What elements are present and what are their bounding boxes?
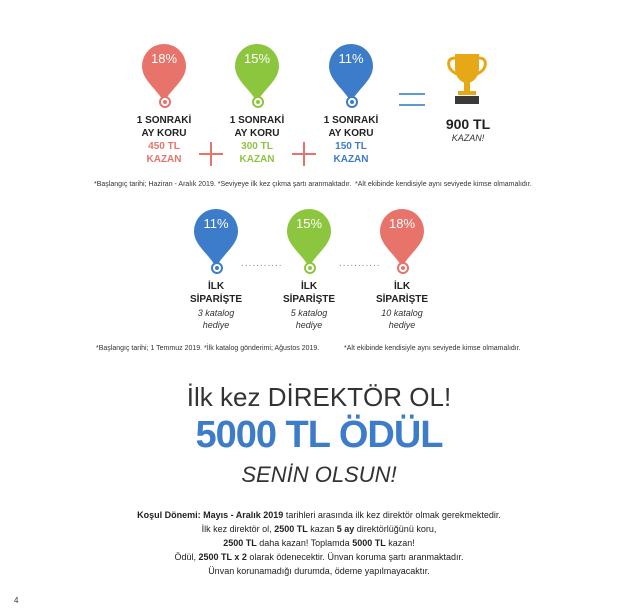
body-bold: 5000 TL: [352, 538, 386, 548]
percent-pin-blue: [194, 209, 238, 267]
item-title: [347, 280, 457, 306]
percent-pin-blue: [329, 44, 373, 102]
item-line2: SİPARİŞTE: [375, 294, 429, 305]
dotted-connector: ...........: [339, 258, 381, 269]
marker-dot: [346, 96, 358, 108]
amount-kazan: KAZAN: [239, 154, 275, 165]
marker-dot: [397, 262, 409, 274]
percent-label: 15%: [243, 51, 271, 66]
amount-value: 150 TL: [335, 141, 367, 152]
body-text: Ödül,: [174, 552, 199, 562]
amount-value: 300 TL: [241, 141, 273, 152]
percent-pin-red: [380, 209, 424, 267]
percent-pin-red: [142, 44, 186, 102]
body-bold: 2500 TL x 2: [198, 552, 247, 562]
body-text: İlk kez direktör ol,: [201, 524, 275, 534]
dotted-connector: ...........: [241, 258, 283, 269]
percent-pin-green: [287, 209, 331, 267]
plus-icon: [199, 142, 223, 166]
body-bold: 2500 TL: [223, 538, 257, 548]
footnote: *Alt ekibinde kendisiyle aynı seviyede kimse olmamalıdır.: [355, 181, 532, 188]
sub-line2: hediye: [388, 320, 416, 330]
sub-line2: hediye: [295, 320, 323, 330]
footnote: *Başlangıç tarihi; 1 Temmuz 2019. *İlk katalog gönderimi; Ağustos 2019.: [96, 345, 320, 352]
total-kazan: KAZAN!: [451, 133, 485, 143]
item-line2: AY KORU: [141, 128, 187, 139]
item-subtext: [347, 307, 457, 331]
percent-pin-green: [235, 44, 279, 102]
percent-label: 11%: [338, 51, 364, 66]
sub-line1: 3 katalog: [197, 308, 235, 318]
headline-amount: 5000 TL ÖDÜL: [195, 414, 443, 456]
sub-line1: 10 katalog: [381, 308, 423, 318]
body-line: [0, 538, 638, 548]
body-text: tarihleri arasında ilk kez direktör olmak gerekmektedir.: [283, 510, 501, 520]
body-text: direktörlüğünü koru,: [354, 524, 437, 534]
item-line2: AY KORU: [328, 128, 374, 139]
amount-value: 450 TL: [148, 141, 180, 152]
item-line1: 1 SONRAKİ: [136, 115, 192, 126]
item-line1: İLK: [300, 281, 318, 292]
sub-line2: hediye: [202, 320, 230, 330]
marker-dot: [211, 262, 223, 274]
item-line2: AY KORU: [234, 128, 280, 139]
body-line: [0, 510, 638, 520]
percent-label: 18%: [388, 216, 416, 231]
item-line1: 1 SONRAKİ: [323, 115, 379, 126]
percent-label: 11%: [203, 216, 229, 231]
headline-line1: İlk kez DİREKTÖR OL!: [186, 382, 452, 412]
percent-label: 15%: [295, 216, 323, 231]
plus-icon: [292, 142, 316, 166]
body-line: [0, 524, 638, 534]
percent-label: 18%: [150, 51, 178, 66]
body-line: Ünvan korunamadığı durumda, ödeme yapılmayacaktır.: [208, 566, 430, 576]
body-bold: 5 ay: [336, 524, 355, 534]
body-text: kazan!: [385, 538, 415, 548]
body-bold: 2500 TL: [274, 524, 308, 534]
item-title: [296, 114, 406, 140]
marker-dot: [252, 96, 264, 108]
item-line1: İLK: [207, 281, 225, 292]
footnote: *Alt ekibinde kendisiyle aynı seviyede kimse olmamalıdır.: [344, 345, 521, 352]
body-line: [0, 552, 638, 562]
marker-dot: [159, 96, 171, 108]
trophy-icon: [447, 50, 487, 106]
total-amount: 900 TL: [445, 116, 491, 132]
body-bold: Koşul Dönemi: Mayıs - Aralık 2019: [137, 510, 284, 520]
item-line2: SİPARİŞTE: [282, 294, 336, 305]
item-line2: SİPARİŞTE: [189, 294, 243, 305]
sub-line1: 5 katalog: [290, 308, 328, 318]
item-line1: İLK: [393, 281, 411, 292]
body-text: daha kazan! Toplamda: [256, 538, 353, 548]
equals-icon: [399, 93, 425, 106]
footnote: *Başlangıç tarihi; Haziran - Aralık 2019. *Seviyeye ilk kez çıkma şartı aranmaktadır.: [94, 181, 352, 188]
headline-line3: SENİN OLSUN!: [241, 462, 397, 487]
page-number: 4: [14, 596, 19, 605]
body-text: kazan: [307, 524, 337, 534]
marker-dot: [304, 262, 316, 274]
body-text: olarak ödenecektir. Ünvan koruma şartı aranmaktadır.: [246, 552, 464, 562]
amount-kazan: KAZAN: [333, 154, 369, 165]
item-line1: 1 SONRAKİ: [229, 115, 285, 126]
amount-kazan: KAZAN: [146, 154, 182, 165]
